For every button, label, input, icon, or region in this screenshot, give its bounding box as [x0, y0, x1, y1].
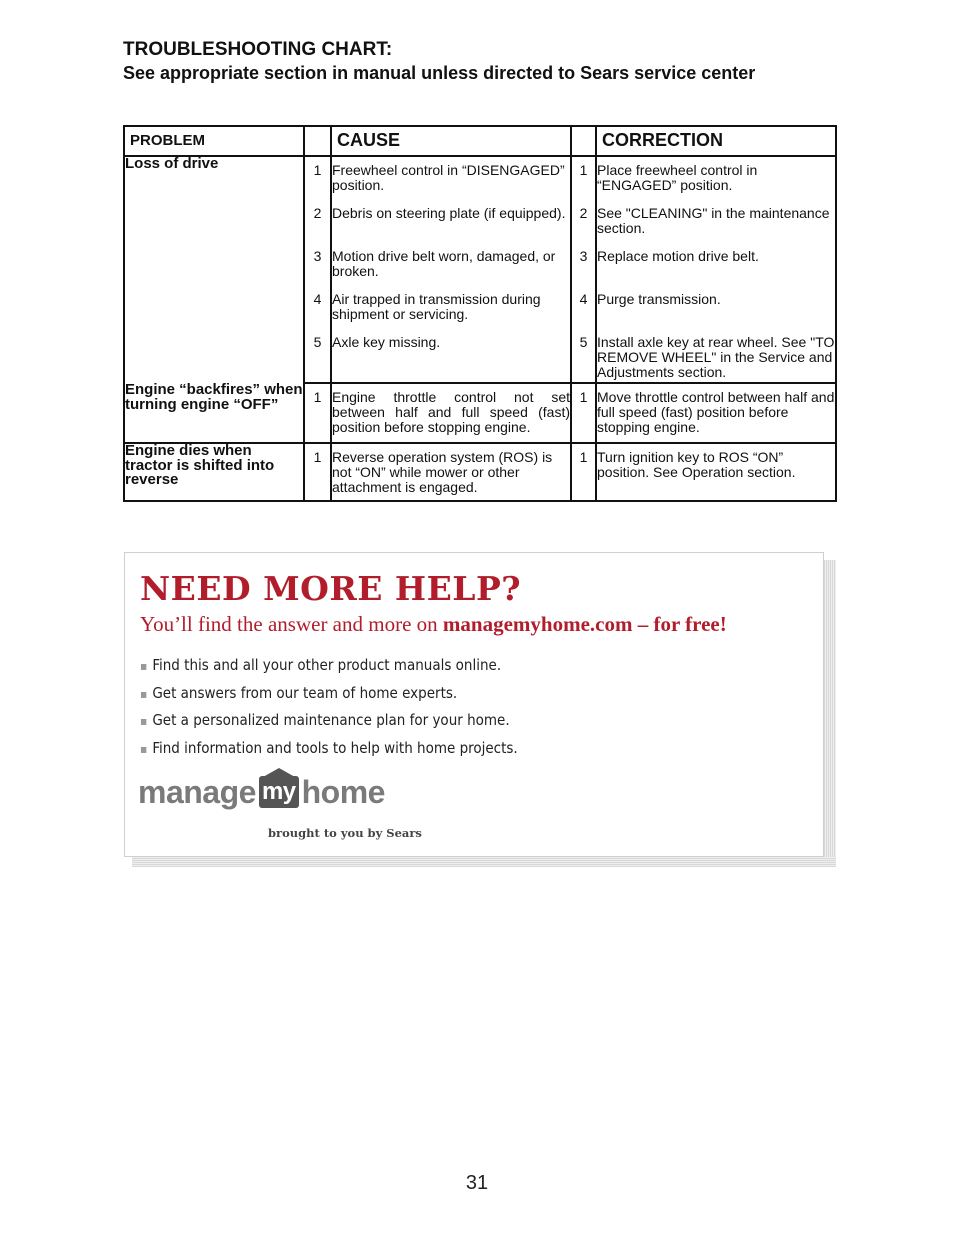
correction-number: 1	[579, 162, 588, 178]
logo-house-icon: my	[259, 776, 299, 808]
list-item	[140, 735, 518, 763]
correction-number: 2	[579, 205, 588, 221]
problem-cell: Loss of drive	[124, 156, 304, 383]
correction-cell: Replace motion drive belt.	[597, 248, 759, 264]
table-row	[124, 443, 836, 501]
table-row	[124, 383, 836, 443]
correction-cell: Install axle key at rear wheel. See "TO REMOVE WHEEL" in the Service and Adjustments section.	[597, 334, 835, 380]
panel-shadow	[132, 857, 836, 867]
column-header-correction: CORRECTION	[596, 126, 836, 156]
cause-cell: Reverse operation system (ROS) is not “ON” while mower or other attachment is engaged.	[332, 449, 553, 495]
column-header-cause: CAUSE	[331, 126, 571, 156]
cause-number: 4	[313, 291, 322, 307]
problem-cell: Engine dies when tractor is shifted into reverse	[124, 443, 304, 501]
cause-cell: Motion drive belt worn, damaged, or broken.	[332, 248, 556, 279]
table-row	[124, 156, 836, 200]
correction-number: 1	[579, 449, 588, 465]
list-item-text: Get a personalized maintenance plan for your home.	[152, 711, 510, 729]
bullet-icon: ▪	[140, 659, 148, 673]
column-header-problem: PROBLEM	[124, 126, 304, 156]
cause-cell: Axle key missing.	[332, 334, 441, 350]
cause-number: 2	[313, 205, 322, 221]
list-item	[140, 680, 518, 708]
cause-cell: Air trapped in transmission during shipment or servicing.	[332, 291, 541, 322]
page-number: 31	[465, 1172, 489, 1194]
list-item-text: Find information and tools to help with home projects.	[152, 738, 518, 757]
list-item	[140, 707, 518, 735]
list-item-text: Find this and all your other product manuals online.	[152, 656, 502, 674]
list-item-text: Get answers from our team of home experts.	[152, 683, 458, 702]
help-subheading	[140, 612, 727, 637]
cause-number: 1	[313, 449, 322, 465]
logo-text-home: home	[301, 773, 385, 810]
cause-number: 1	[313, 162, 322, 178]
correction-cell: Place freewheel control in “ENGAGED” position.	[597, 162, 758, 193]
panel-shadow	[824, 560, 836, 865]
cause-cell: Freewheel control in “DISENGAGED” position.	[332, 162, 565, 193]
correction-cell: Turn ignition key to ROS “ON” position. See Operation section.	[597, 449, 796, 480]
bullet-icon: ▪	[140, 686, 148, 701]
correction-number: 3	[579, 248, 588, 264]
chart-subtitle: See appropriate section in manual unless directed to Sears service center	[123, 63, 756, 83]
correction-cell: Purge transmission.	[597, 291, 721, 307]
correction-number: 4	[579, 291, 588, 307]
help-bullet-list	[140, 652, 518, 762]
bullet-icon: ▪	[140, 741, 148, 756]
correction-number: 5	[579, 334, 588, 350]
logo-text-manage: manage	[138, 773, 256, 810]
list-item	[140, 652, 518, 680]
bullet-icon: ▪	[140, 714, 148, 728]
help-heading: NEED MORE HELP?	[140, 569, 522, 608]
chart-title: TROUBLESHOOTING CHART:	[123, 39, 393, 60]
correction-cell: Move throttle control between half and full speed (fast) position before stopping engine.	[597, 389, 835, 435]
logo-byline: brought to you by Sears	[268, 826, 422, 840]
problem-cell: Engine “backfires” when turning engine “OFF”	[124, 383, 304, 443]
cause-cell: Engine throttle control not set between half and full speed (fast) position before stopping engine.	[332, 389, 570, 435]
troubleshooting-table	[123, 125, 837, 502]
correction-number: 1	[579, 389, 588, 405]
help-subheading-link[interactable]: managemyhome.com – for free!	[442, 612, 727, 636]
correction-cell: See "CLEANING" in the maintenance section.	[597, 205, 830, 236]
cause-number: 5	[313, 334, 322, 350]
cause-cell: Debris on steering plate (if equipped).	[332, 205, 566, 221]
page-header	[123, 39, 883, 85]
cause-number: 3	[313, 248, 322, 264]
cause-number: 1	[313, 389, 322, 405]
managemyhome-logo	[138, 772, 385, 812]
help-subheading-text: You’ll find the answer and more on	[140, 612, 443, 636]
